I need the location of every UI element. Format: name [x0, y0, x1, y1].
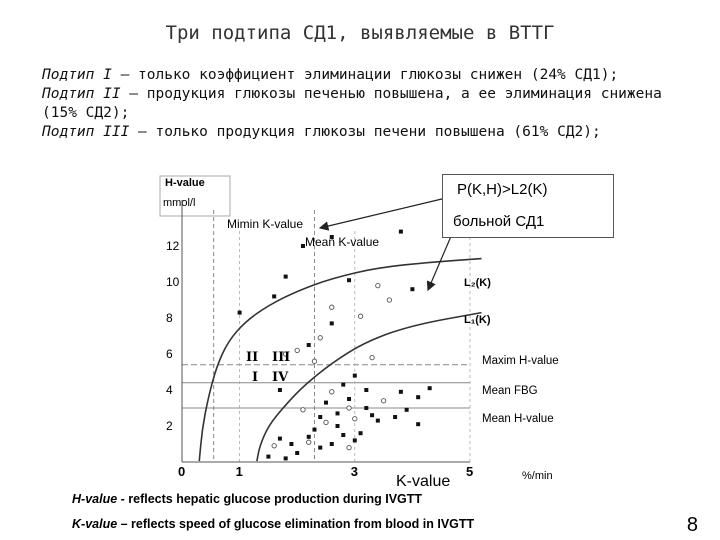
data-point-open [387, 298, 391, 302]
curves [199, 259, 481, 462]
quadrant-i: I [252, 370, 259, 385]
quadrant-ii: II [246, 350, 259, 365]
slide-title: Три подтипа СД1, выявляемые в ВТТГ [165, 22, 555, 44]
data-point-filled [318, 415, 322, 419]
y-axis-label: H-value [165, 177, 205, 189]
subtype-3-label: Подтип III [42, 124, 130, 140]
data-point-filled [341, 383, 345, 387]
subtype-2-label: Подтип II [42, 86, 121, 102]
data-point-filled [405, 408, 409, 412]
curve-l2-label: L₂(K) [464, 277, 491, 289]
data-point-filled [295, 451, 299, 455]
data-point-filled [238, 311, 242, 315]
curve-l2-k- [199, 259, 481, 462]
data-point-open [330, 390, 334, 394]
data-point-filled [266, 455, 270, 459]
mean-fbg-label: Mean FBG [482, 385, 538, 397]
subtype-1-label: Подтип I [42, 67, 112, 83]
subtype-3-text: – только продукция глюкозы печени повышена (61% СД2); [129, 124, 601, 140]
data-point-open [330, 305, 334, 309]
data-point-open [376, 283, 380, 287]
x-tick-label: 1 [235, 464, 243, 479]
maxim-h-label: Maxim H-value [482, 355, 559, 367]
mean-k-label: Mean K-value [305, 235, 380, 249]
data-point-filled [353, 438, 357, 442]
note-h-term: H-value [72, 492, 118, 506]
data-point-filled [370, 413, 374, 417]
note-k-value [72, 517, 474, 531]
data-point-open [347, 445, 351, 449]
data-point-filled [278, 388, 282, 392]
data-point-filled [330, 321, 334, 325]
ticks [166, 239, 473, 479]
data-point-filled [416, 422, 420, 426]
subtype-2-text: – продукция глюкозы печенью повышена, а ее элиминация снижена (15% СД2); [42, 86, 662, 121]
data-point-filled [336, 411, 340, 415]
note-h-text: - reflects hepatic glucose production during IVGTT [117, 492, 423, 506]
y-tick-label: 4 [166, 383, 173, 397]
data-point-filled [318, 446, 322, 450]
note-k-text: – reflects speed of glucose elimination from blood in IVGTT [117, 517, 475, 531]
data-point-filled [341, 433, 345, 437]
data-point-open [301, 408, 305, 412]
quadrant-iii: III [272, 350, 291, 365]
x-tick-label: 5 [466, 464, 474, 479]
data-point-filled [330, 442, 334, 446]
data-point-open [318, 336, 322, 340]
data-point-filled [399, 390, 403, 394]
data-point-filled [364, 406, 368, 410]
data-point-filled [307, 435, 311, 439]
data-point-filled [428, 386, 432, 390]
data-point-filled [307, 343, 311, 347]
y-tick-label: 10 [166, 275, 180, 289]
data-point-filled [324, 401, 328, 405]
data-point-filled [399, 230, 403, 234]
y-tick-label: 2 [166, 419, 173, 433]
quadrant-iv: IV [272, 370, 289, 385]
data-point-open [381, 399, 385, 403]
x-axis-label: K-value [396, 473, 451, 490]
callout-top: P(K,H)>L2(K) [457, 181, 548, 198]
subtype-1-text: – только коэффициент элиминации глюкозы снижен (24% СД1); [111, 67, 619, 83]
mean-h-label: Mean H-value [482, 413, 554, 425]
data-point-filled [289, 442, 293, 446]
callout-box [442, 174, 614, 238]
data-point-open [347, 406, 351, 410]
data-point-filled [364, 388, 368, 392]
data-point-open [370, 355, 374, 359]
data-point-open [295, 348, 299, 352]
y-tick-label: 12 [166, 239, 180, 253]
data-point-filled [353, 374, 357, 378]
x-tick-label: 3 [350, 464, 359, 479]
x-tick-label: 0 [178, 464, 186, 479]
data-point-open [272, 444, 276, 448]
arrow-to-mimin [320, 198, 446, 228]
y-tick-label: 8 [166, 311, 173, 325]
data-point-filled [312, 428, 316, 432]
data-point-open [358, 314, 362, 318]
data-point-filled [347, 397, 351, 401]
data-point-open [324, 420, 328, 424]
y-units-label: mmol/l [163, 197, 196, 209]
x-units-label: %/min [522, 470, 553, 482]
data-point-filled [347, 278, 351, 282]
data-point-filled [376, 419, 380, 423]
data-point-open [307, 440, 311, 444]
curve-l1-label: L₁(K) [464, 314, 491, 326]
data-point-filled [284, 275, 288, 279]
data-point-filled [336, 424, 340, 428]
data-point-filled [410, 287, 414, 291]
data-point-filled [393, 415, 397, 419]
data-point-filled [284, 456, 288, 460]
data-point-open [312, 359, 316, 363]
data-point-filled [359, 431, 363, 435]
data-point-filled [416, 395, 420, 399]
data-points [238, 230, 432, 461]
y-tick-label: 6 [166, 347, 173, 361]
curve-l1-k- [257, 313, 482, 462]
callout-bottom: больной СД1 [453, 213, 545, 230]
data-point-filled [272, 294, 276, 298]
mimin-k-label: Mimin K-value [227, 217, 304, 231]
page-number: 8 [686, 514, 698, 536]
note-h-value [72, 492, 422, 506]
data-point-filled [278, 437, 282, 441]
note-k-term: K-value [72, 517, 118, 531]
data-point-open [353, 417, 357, 421]
